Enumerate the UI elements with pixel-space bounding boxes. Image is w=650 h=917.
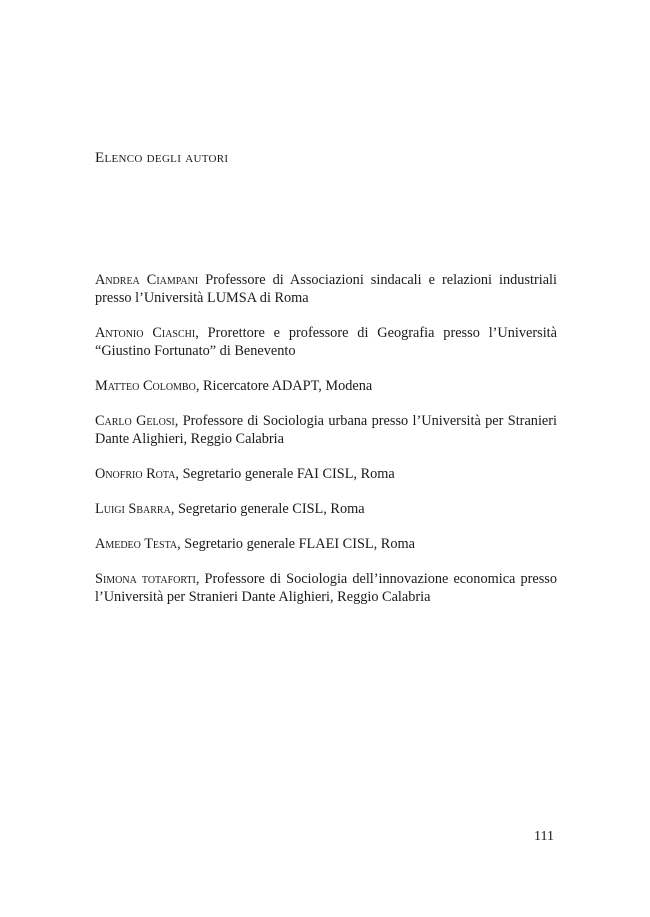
author-entry (95, 500, 557, 518)
author-entry (95, 377, 557, 395)
author-description: Professore di Sociologia urbana presso l’Università per Stranieri Dante Alighieri, Reggio Calabria (95, 413, 557, 447)
author-name: Amedeo Testa (95, 536, 178, 552)
author-entry (95, 570, 557, 606)
author-entry (95, 535, 557, 553)
author-separator: , (170, 501, 178, 517)
author-separator: , (195, 325, 208, 341)
author-entry (95, 465, 557, 483)
author-separator: , (174, 413, 183, 429)
author-entry (95, 324, 557, 360)
author-list (95, 271, 557, 623)
author-name: Carlo Gelosi (95, 413, 175, 429)
author-separator: , (195, 571, 205, 587)
author-description: Professore di Associazioni sindacali e relazioni industriali presso l’Università LUMSA di Roma (95, 272, 558, 306)
author-name: Matteo Colombo (95, 378, 196, 394)
author-description: Ricercatore ADAPT, Modena (202, 378, 373, 394)
author-description: Prorettore e professore di Geografia presso l’Università “Giustino Fortunato” di Benevento (95, 325, 557, 359)
author-name: Simona totaforti (95, 571, 196, 587)
page-title: Elenco degli autori (95, 150, 229, 166)
page-number: 111 (534, 829, 554, 844)
author-name: Andrea Ciampani (95, 272, 199, 288)
author-description: Segretario generale FLAEI CISL, Roma (184, 536, 415, 552)
author-entry (95, 412, 557, 448)
author-description: Segretario generale CISL, Roma (177, 501, 365, 517)
author-description: Segretario generale FAI CISL, Roma (182, 466, 395, 482)
author-entry (95, 271, 557, 307)
author-separator: , (177, 536, 185, 552)
author-name: Luigi Sbarra (95, 501, 171, 517)
author-name: Onofrio Rota (95, 466, 176, 482)
author-name: Antonio Ciaschi (95, 325, 196, 341)
author-separator: , (175, 466, 183, 482)
author-separator: , (195, 378, 203, 394)
author-description: Professore di Sociologia dell’innovazione economica presso l’Università per Stranieri Dante Alighieri, Reggio Calabria (95, 571, 557, 605)
